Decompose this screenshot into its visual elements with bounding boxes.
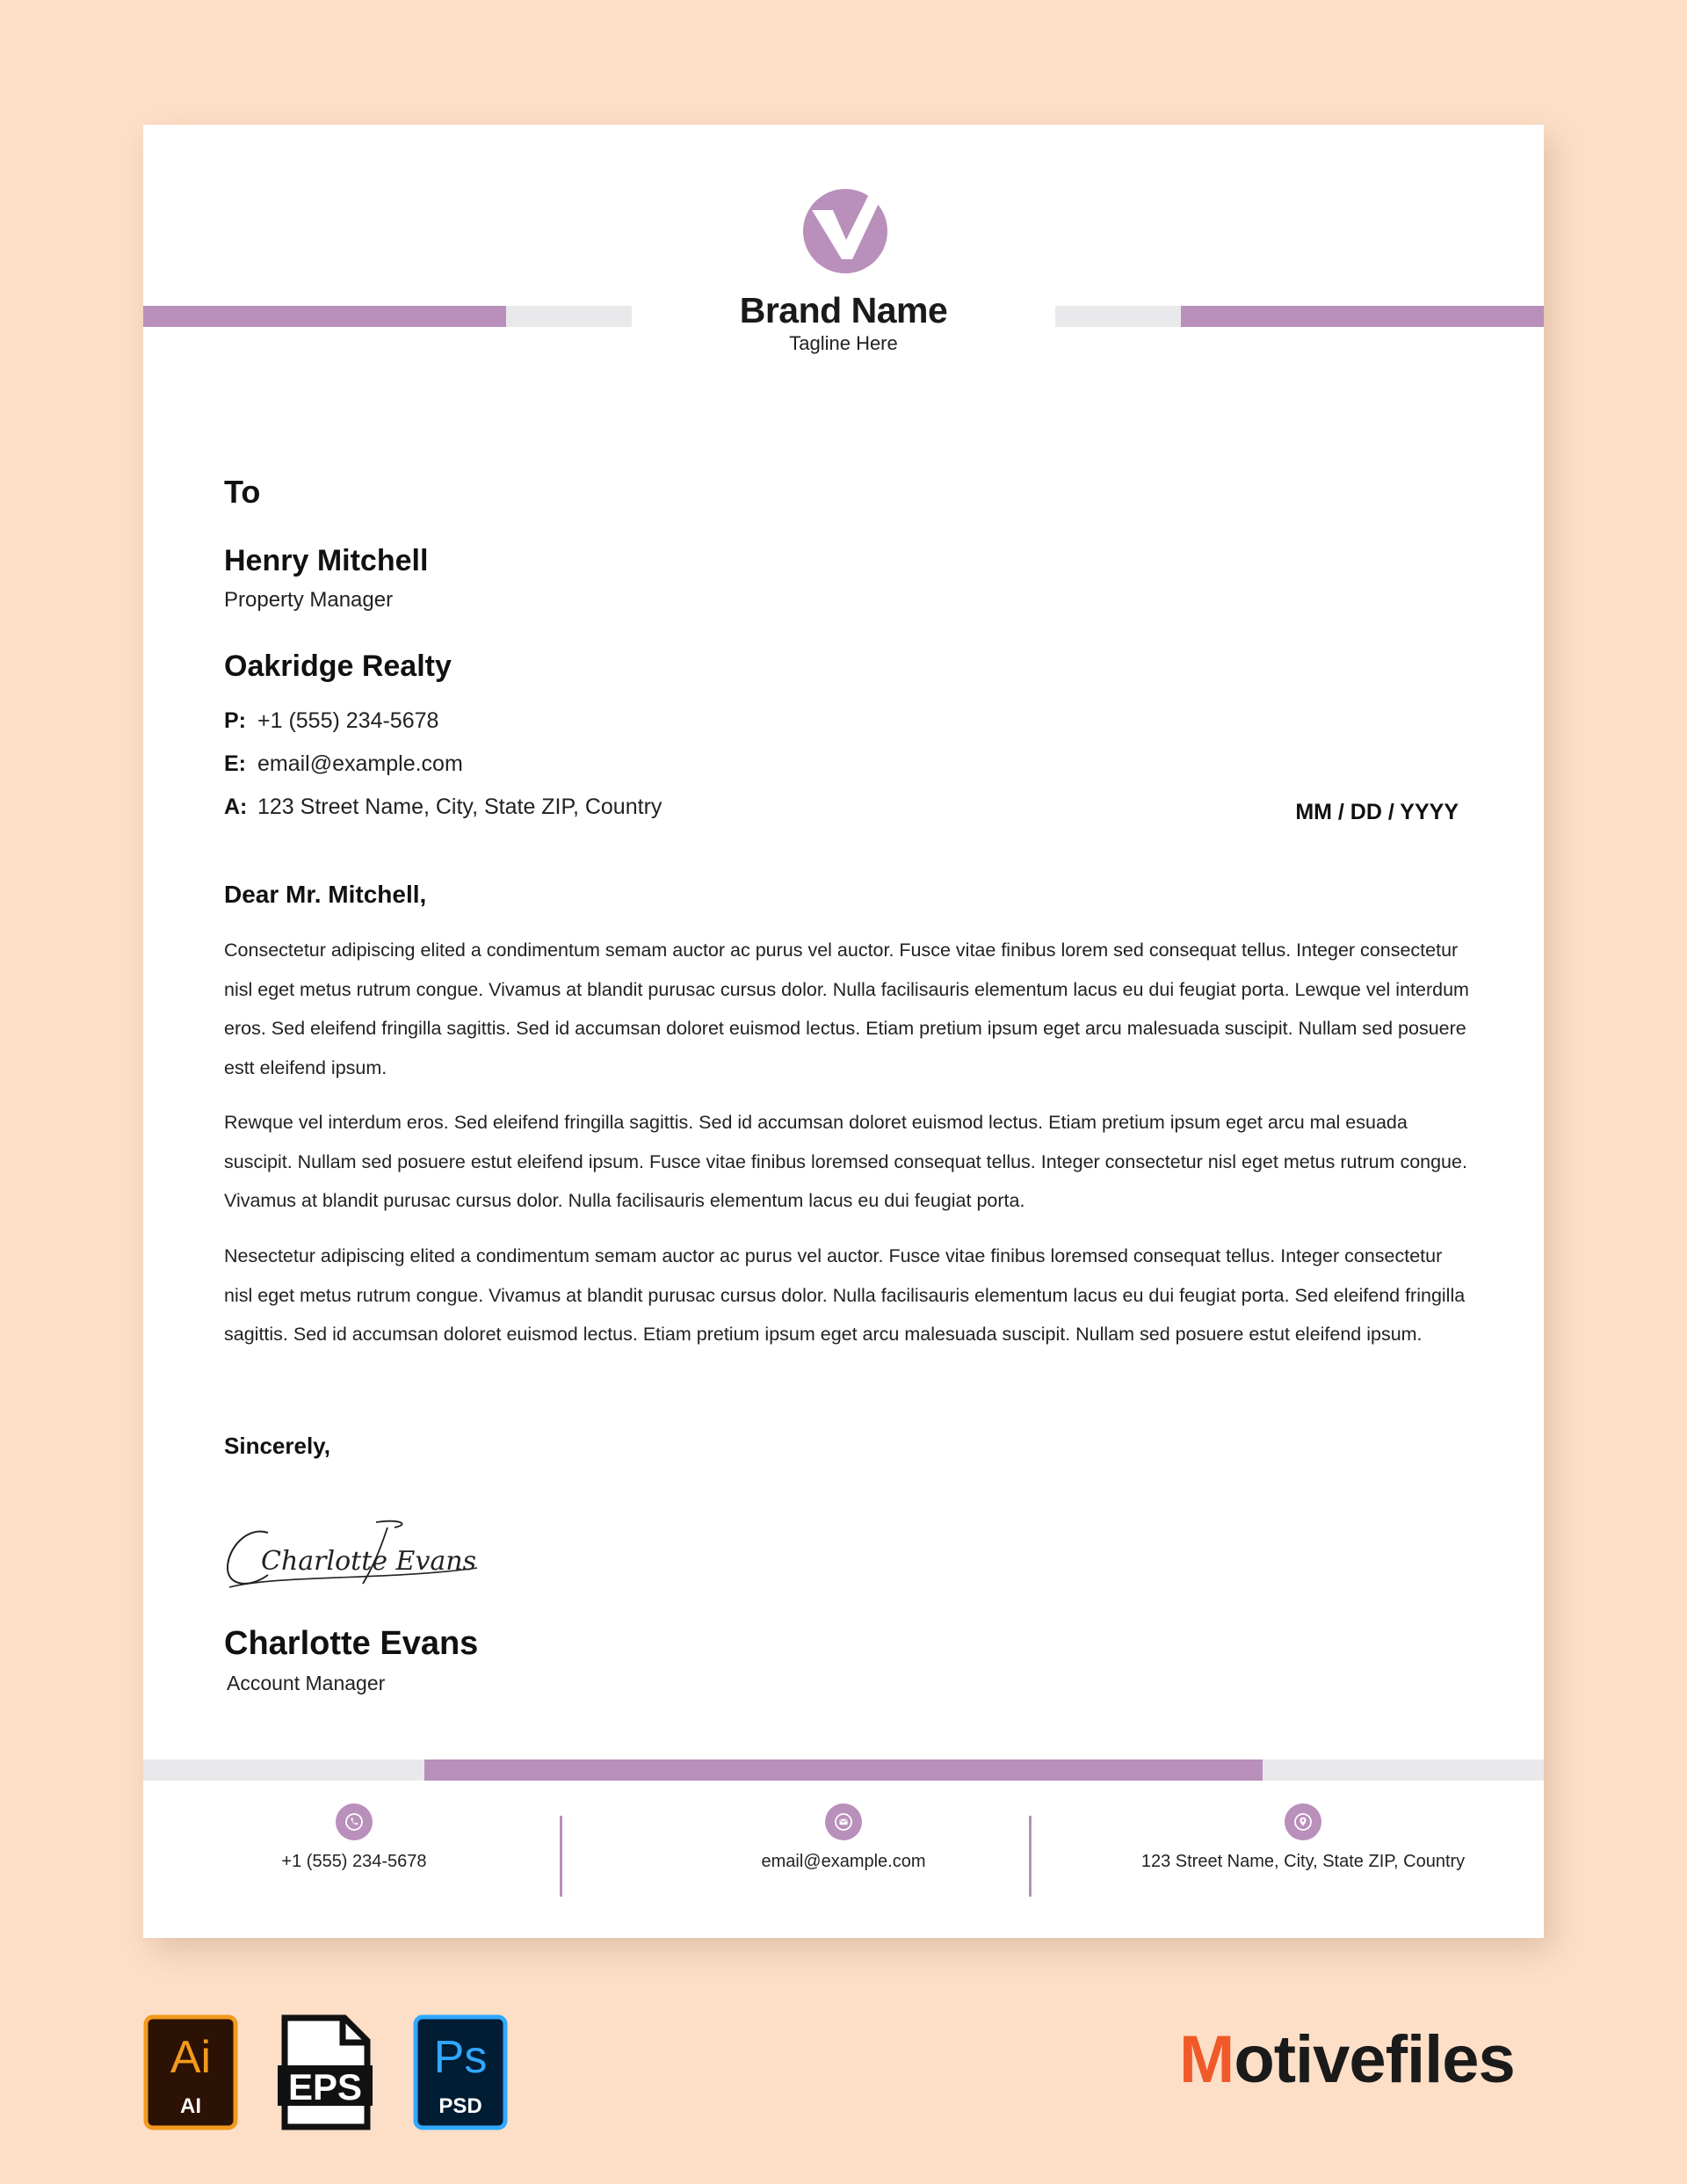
footer-email (668, 1803, 1019, 1872)
ai-badge-main: Ai (170, 2032, 212, 2083)
to-label: To (224, 474, 261, 510)
recipient-name: Henry Mitchell (224, 544, 429, 577)
eps-file-icon (278, 2014, 373, 2130)
phone-label: P: (224, 708, 246, 733)
illustrator-file-icon (143, 2014, 238, 2130)
sender-role: Account Manager (227, 1672, 386, 1694)
logo-first-letter: M (1179, 2022, 1234, 2097)
salutation: Dear Mr. Mitchell, (224, 881, 427, 908)
brand-name: Brand Name (739, 290, 948, 330)
footer-phone-text: +1 (555) 234-5678 (281, 1852, 427, 1871)
footer-divider-1 (560, 1816, 562, 1897)
phone-icon (336, 1803, 373, 1840)
header-bar-right-accent (1181, 306, 1544, 327)
header-bar-left-accent (143, 306, 506, 327)
motivefiles-logo (1179, 2021, 1515, 2098)
ps-badge-sub: PSD (438, 2094, 482, 2118)
footer-bar-right-gray (1263, 1760, 1544, 1781)
footer-bar-left-gray (143, 1760, 424, 1781)
mail-icon (825, 1803, 862, 1840)
recipient-email-line (224, 751, 463, 777)
email-label: E: (224, 751, 246, 776)
footer-email-text: email@example.com (761, 1852, 926, 1871)
brand-logo-icon (803, 189, 887, 273)
recipient-email: email@example.com (257, 751, 463, 776)
brand-tagline: Tagline Here (789, 332, 898, 354)
recipient-address-line (224, 795, 662, 820)
recipient-company: Oakridge Realty (224, 649, 452, 683)
header-bar-right-gray (1055, 306, 1181, 327)
photoshop-file-icon (413, 2014, 508, 2130)
recipient-phone-line (224, 708, 438, 734)
closing: Sincerely, (224, 1433, 330, 1459)
footer-divider-2 (1029, 1816, 1032, 1897)
letterhead-page (143, 125, 1544, 1938)
footer (143, 1760, 1544, 1938)
logo-rest: otivefiles (1234, 2022, 1515, 2097)
location-pin-icon (1285, 1803, 1321, 1840)
ps-badge-main: Ps (433, 2032, 488, 2083)
footer-bar-accent (424, 1760, 1263, 1781)
eps-badge-text: EPS (287, 2066, 363, 2108)
body-paragraph-2: Rewque vel interdum eros. Sed eleifend fringilla sagittis. Sed id accumsan doloret euismod lectus. Etiam pretium ipsum eget arcu mal esuada suscipit. Nullam sed posuere estut eleifend ipsum. Fusce vitae finibus loremsed consequat tellus. Integer consectetur nisl eget metus rutrum congue. Vivamus at blandit purusac cursus dolor. Nulla facilisauris elementum lacus eu dui feugiat porta. (224, 1112, 1467, 1211)
signature-text: Charlotte Evans (261, 1546, 477, 1577)
recipient-role: Property Manager (224, 588, 394, 612)
footer-address-text: 123 Street Name, City, State ZIP, Country (1140, 1852, 1466, 1871)
ai-badge-sub: AI (180, 2094, 201, 2118)
body-paragraph-1: Consectetur adipiscing elited a condimentum semam auctor ac purus vel auctor. Fusce vitae finibus lorem sed consequat tellus. Integer consectetur nisl eget metus rutrum congue. Vivamus at blandit purusac cursus dolor. Nulla facilisauris elementum lacus eu dui feugiat porta. Lewque vel interdum eros. Sed eleifend fringilla sagittis. Sed id accumsan doloret euismod lectus. Etiam pretium ipsum eget arcu malesuada suscipit. Nullam sed posuere estt eleifend ipsum. (224, 940, 1469, 1078)
header-bar-left-gray (506, 306, 632, 327)
address-label: A: (224, 795, 248, 819)
body-paragraph-3: Nesectetur adipiscing elited a condimentum semam auctor ac purus vel auctor. Fusce vitae finibus loremsed consequat tellus. Integer consectetur nisl eget metus rutrum congue. Vivamus at blandit purusac cursus dolor. Nulla facilisauris elementum lacus eu dui feugiat porta. Sed eleifend fringilla sagittis. Sed id accumsan doloret euismod lectus. Etiam pretium ipsum eget arcu malesuada suscipit. Nullam sed posuere estut eleifend ipsum. (224, 1245, 1466, 1345)
footer-phone (222, 1803, 486, 1872)
recipient-phone: +1 (555) 234-5678 (257, 708, 439, 733)
letter-date: MM / DD / YYYY (1295, 800, 1459, 824)
sender-name: Charlotte Evans (224, 1625, 479, 1662)
footer-address (1083, 1803, 1523, 1872)
recipient-address: 123 Street Name, City, State ZIP, Country (257, 795, 662, 819)
signature (222, 1513, 486, 1610)
